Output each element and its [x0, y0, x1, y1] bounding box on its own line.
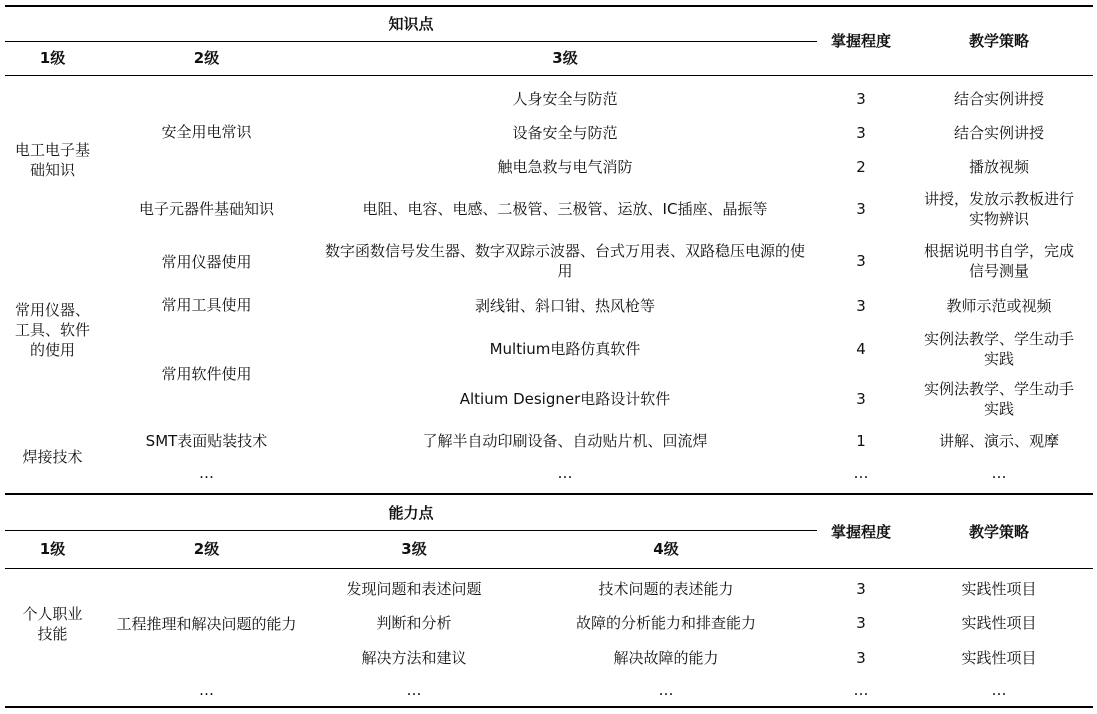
- knowledge-mastery-header: 掌握程度: [830, 31, 891, 50]
- knowledge-mastery-cell: 4: [856, 339, 866, 358]
- ability-level3-cell: 解决方法和建议: [361, 648, 467, 667]
- knowledge-level3-cell: 设备安全与防范: [512, 123, 618, 142]
- ability-mastery-cell: 3: [856, 613, 866, 632]
- knowledge-level3-cell: 了解半自动印刷设备、自动贴片机、回流焊: [422, 431, 708, 450]
- knowledge-level3-cell: 剥线钳、斜口钳、热风枪等: [474, 296, 655, 315]
- ability-level1-cell: 个人职业技能: [22, 604, 83, 643]
- knowledge-level3-cell: 电阻、电容、电感、二极管、三极管、运放、IC插座、晶振等: [362, 199, 768, 218]
- ability-level4-cell: …: [658, 680, 674, 699]
- knowledge-header-bottom-rule: [5, 75, 1093, 76]
- knowledge-strategy-cell: …: [991, 463, 1007, 482]
- knowledge-mastery-cell: 3: [856, 123, 866, 142]
- knowledge-mastery-cell: 3: [856, 89, 866, 108]
- ability-level2-cell: …: [199, 680, 214, 699]
- ability-level2-cell: 工程推理和解决问题的能力: [116, 614, 297, 633]
- ability-level3-cell: …: [406, 680, 422, 699]
- knowledge-level2-cell: 常用工具使用: [161, 296, 252, 315]
- knowledge-strategy-cell: 根据说明书自学，完成信号测量: [923, 241, 1074, 280]
- knowledge-strategy-cell: 播放视频: [968, 157, 1029, 176]
- knowledge-mastery-cell: 3: [856, 199, 866, 218]
- knowledge-level1-cell: 电工电子基础知识: [14, 140, 90, 179]
- ability-strategy-cell: …: [991, 680, 1007, 699]
- knowledge-strategy-cell: 实例法教学、学生动手实践: [923, 329, 1074, 368]
- knowledge-col-level3: 3级: [552, 49, 578, 68]
- ability-header-bottom-rule: [5, 568, 1093, 569]
- knowledge-mastery-cell: 3: [856, 389, 866, 408]
- knowledge-strategy-cell: 讲解、演示、观摩: [938, 431, 1059, 450]
- knowledge-col-level1: 1级: [39, 49, 66, 68]
- knowledge-level2-cell: SMT表面贴装技术: [145, 431, 268, 450]
- knowledge-strategy-cell: 结合实例讲授: [953, 89, 1044, 108]
- ability-level3-cell: 发现问题和表述问题: [346, 579, 482, 598]
- table-bottom-rule: [5, 706, 1093, 708]
- knowledge-mastery-cell: 3: [856, 251, 866, 270]
- knowledge-col-level2: 2级: [193, 49, 220, 68]
- knowledge-level2-cell: 安全用电常识: [161, 122, 252, 141]
- knowledge-mastery-cell: 1: [856, 431, 866, 450]
- ability-mastery-cell: 3: [856, 648, 866, 667]
- knowledge-strategy-cell: 讲授，发放示教板进行实物辨识: [923, 189, 1074, 228]
- knowledge-level3-cell: …: [557, 463, 573, 482]
- knowledge-strategy-cell: 教师示范或视频: [946, 296, 1052, 315]
- knowledge-level2-cell: …: [199, 463, 214, 482]
- knowledge-level2-cell: 常用仪器使用: [161, 252, 252, 271]
- knowledge-level3-cell: 数字函数信号发生器、数字双踪示波器、台式万用表、双路稳压电源的使用: [324, 241, 805, 280]
- ability-mastery-cell: …: [853, 680, 869, 699]
- knowledge-mastery-cell: …: [853, 463, 869, 482]
- knowledge-strategy-cell: 实例法教学、学生动手实践: [923, 379, 1074, 418]
- ability-mastery-cell: 3: [856, 579, 866, 598]
- knowledge-strategy-header: 教学策略: [968, 31, 1029, 50]
- ability-level4-cell: 解决故障的能力: [613, 648, 719, 667]
- knowledge-level1-cell: 常用仪器、工具、软件的使用: [14, 300, 90, 360]
- ability-level3-cell: 判断和分析: [376, 613, 452, 632]
- ability-mastery-header: 掌握程度: [830, 523, 891, 542]
- knowledge-group-header: 知识点: [388, 14, 434, 33]
- section-divider-rule: [5, 493, 1093, 495]
- ability-strategy-cell: 实践性项目: [961, 648, 1037, 667]
- knowledge-mastery-cell: 2: [856, 157, 866, 176]
- ability-col-level3: 3级: [401, 540, 427, 559]
- knowledge-mastery-cell: 3: [856, 296, 866, 315]
- knowledge-level3-cell: 触电急救与电气消防: [497, 157, 633, 176]
- ability-strategy-cell: 实践性项目: [961, 579, 1037, 598]
- knowledge-level2-cell: 电子元器件基础知识: [138, 200, 274, 219]
- knowledge-level3-cell: 人身安全与防范: [512, 89, 618, 108]
- knowledge-strategy-cell: 结合实例讲授: [953, 123, 1044, 142]
- knowledge-level3-cell: Altium Designer电路设计软件: [459, 389, 671, 408]
- knowledge-level2-cell: 常用软件使用: [161, 364, 252, 383]
- knowledge-level3-cell: Multium电路仿真软件: [489, 339, 641, 358]
- ability-col-level1: 1级: [39, 540, 66, 559]
- ability-group-header: 能力点: [388, 504, 434, 523]
- ability-col-level4: 4级: [653, 540, 679, 559]
- knowledge-level1-cell: 焊接技术: [22, 448, 83, 467]
- ability-strategy-header: 教学策略: [968, 523, 1029, 542]
- ability-col-level2: 2级: [193, 540, 220, 559]
- ability-level4-cell: 技术问题的表述能力: [598, 579, 734, 598]
- ability-level4-cell: 故障的分析能力和排查能力: [575, 613, 756, 632]
- ability-strategy-cell: 实践性项目: [961, 613, 1037, 632]
